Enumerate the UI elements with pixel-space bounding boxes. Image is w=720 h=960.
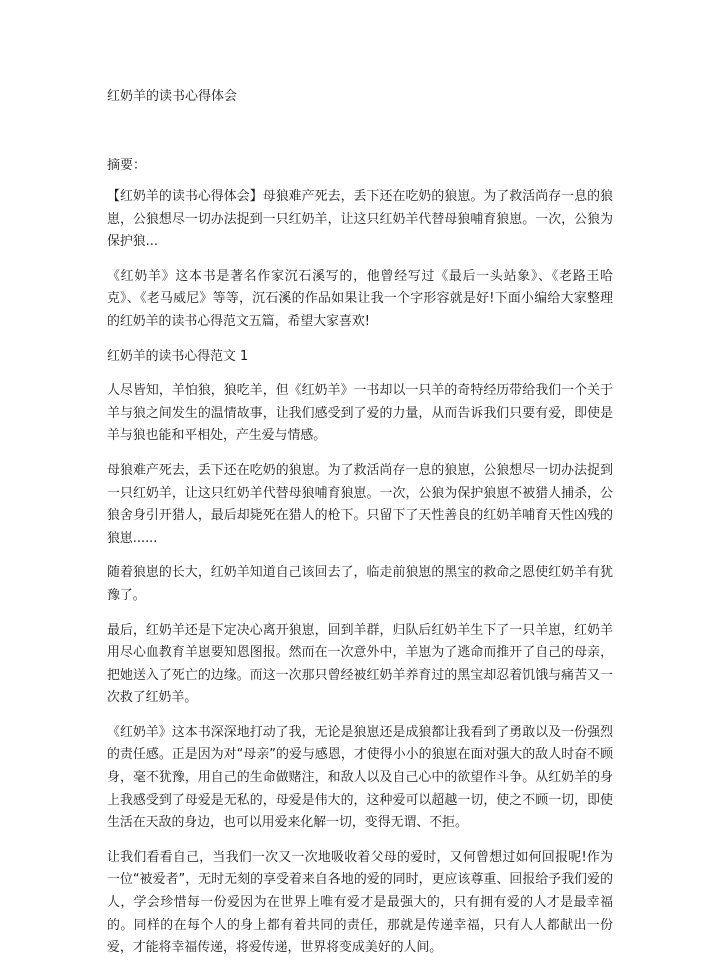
body-paragraph: 随着狼崽的长大，红奶羊知道自己该回去了，临走前狼崽的黑宝的救命之恩使红奶羊有犹豫了。 — [107, 565, 613, 603]
body-paragraph: 人尽皆知，羊怕狼，狼吃羊，但《红奶羊》一书却以一只羊的奇特经历带给我们一个关于羊与狼之间发生的温情故事，让我们感受到了爱的力量，从而告诉我们只要有爱，即使是羊与狼也能和平相处，产生爱与情感。 — [107, 383, 613, 444]
body-paragraph: 让我们看看自己，当我们一次又一次地吸收着父母的爱时，又何曾想过如何回报呢!作为一位“被爱者”，无时无刻的享受着来自各地的爱的同时，更应该尊重、回报给予我们爱的人，学会珍惜每一份爱因为在世界上唯有爱才是最强大的，只有拥有爱的人才是最幸福的。同样的在每个人的身上都有着共同的责任，那就是传递幸福，只有人人都献出一份爱，才能将幸福传递，将爱传递，世界将变成美好的人间。 — [107, 849, 613, 956]
body-paragraph: 《红奶羊》这本书深深地打动了我，无论是狼崽还是成狼都让我看到了勇敢以及一份强烈的责任感。正是因为对“母亲”的爱与感恩，才使得小小的狼崽在面对强大的敌人时奋不顾身，毫不犹豫，用自己的生命做赌注，和敌人以及自己心中的欲望作斗争。从红奶羊的身上我感受到了母爱是无私的，母爱是伟大的，这种爱可以超越一切，使之不顾一切，即使生活在天敌的身边，也可以用爱来化解一切，变得无谓、不拒。 — [107, 724, 613, 831]
body-paragraph: 母狼难产死去，丢下还在吃奶的狼崽。为了救活尚存一息的狼崽，公狼想尽一切办法捉到一只红奶羊，让这只红奶羊代替母狼哺育狼崽。一次，公狼为保护狼崽不被猎人捕杀，公狼舍身引开猎人，最后却毙死在猎人的枪下。只留下了天性善良的红奶羊哺育天性凶残的狼崽...... — [107, 462, 613, 546]
document-page — [107, 86, 613, 960]
abstract-text: 【红奶羊的读书心得体会】母狼难产死去，丢下还在吃奶的狼崽。为了救活尚存一息的狼崽，公狼想尽一切办法捉到一只红奶羊，让这只红奶羊代替母狼哺育狼崽。一次，公狼为保护狼... — [107, 189, 613, 250]
section-title: 红奶羊的读书心得范文 1 — [107, 348, 249, 364]
document-title: 红奶羊的读书心得体会 — [107, 89, 238, 104]
intro-paragraph: 《红奶羊》这本书是著名作家沉石溪写的，他曾经写过《最后一头站象》、《老路王哈克》、《老马威尼》等等，沉石溪的作品如果让我一个字形容就是好!下面小编给大家整理的红奶羊的读书心得范文五篇，希望大家喜欢! — [107, 268, 613, 329]
abstract-label: 摘要： — [107, 158, 147, 173]
body-paragraph: 最后，红奶羊还是下定决心离开狼崽，回到羊群，归队后红奶羊生下了一只羊崽，红奶羊用尽心血教育羊崽要知恩图报。然而在一次意外中，羊崽为了逃命而推开了自己的母亲，把她送入了死亡的边缘。而这一次那只曾经被红奶羊养育过的黑宝却忍着饥饿与痛苦又一次救了红奶羊。 — [107, 622, 613, 706]
